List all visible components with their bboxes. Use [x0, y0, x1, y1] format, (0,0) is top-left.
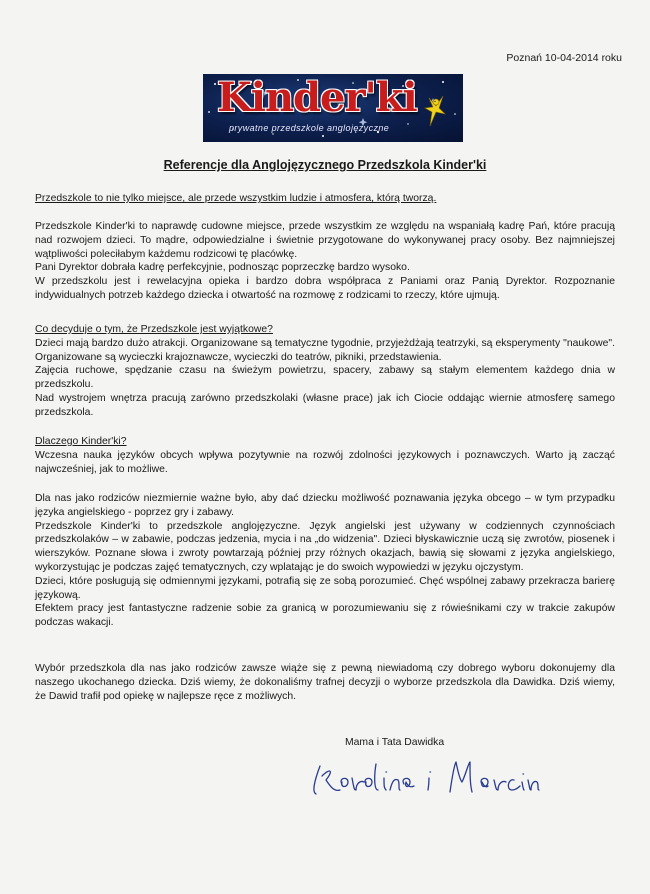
paragraph: Nad wystrojem wnętrza pracują zarówno przedszkolaki (własne prace) jak ich Ciocie oddając wiernie atmosferę samego przedszkola.	[35, 392, 615, 418]
paragraph: Przedszkole Kinder'ki to przedszkole anglojęzyczne. Język angielski jest używany w codziennych czynnościach przedszkolaków – w zabawie, podczas jedzenia, mycia i na „do widzenia". Dzieci błyskawicznie uczą się zwrotów, piosenek i wierszyków. Poznane słowa i zwroty powtarzają później przy różnych okazjach, bawią się słowami z języka angielskiego, wykorzystując je podczas zajęć tematycznych, czy wplatając je do swoich wypowiedzi w języku ojczystym.	[35, 520, 615, 573]
letter-title: Referencje dla Anglojęzycznego Przedszkola Kinder'ki	[163, 158, 487, 172]
paragraph: Wczesna nauka języków obcych wpływa pozytywnie na rozwój zdolności językowych i poznawczych. Warto ją zacząć najwcześniej, jak to możliwe.	[35, 449, 615, 475]
logo-tagline: prywatne przedszkole anglojęzyczne	[229, 123, 390, 133]
paragraph: W przedszkolu jest i rewelacyjna opieka i bardzo dobra współpraca z Paniami oraz Panią Dyrektor. Rozpoznanie indywidualnych potrzeb każdego dziecka i otwartość na rozmowę z rodzicami to rzeczy, które ujmują.	[35, 276, 615, 301]
section-heading: Co decyduje o tym, że Przedszkole jest wyjątkowe?	[35, 324, 273, 335]
paragraph: Pani Dyrektor dobrała kadrę perfekcyjnie, podnosząc poprzeczkę bardzo wysoko.	[35, 262, 410, 274]
paragraph-group-4	[35, 492, 615, 630]
section-heading: Dlaczego Kinder'ki?	[35, 436, 127, 447]
paragraph: Wybór przedszkola dla nas jako rodziców zawsze wiąże się z pewną niewiadomą czy dobrego wyboru dokonujemy dla naszego ukochanego dziecka. Dziś wiemy, że dokonaliśmy trafnej decyzji o wyborze przedszkola dla Dawidka. Dziś wiemy, że Dawid trafił pod opiekę w najlepsze ręce z możliwych.	[35, 663, 615, 702]
logo-banner	[203, 74, 463, 142]
paragraph: Dzieci mają bardzo dużo atrakcji. Organizowane są tematyczne tygodnie, przyjeżdżają teatrzyki, są eksperymenty "naukowe". Organizowane są wycieczki krajoznawcze, wycieczki do teatrów, pikniki, przedstawienia.	[35, 337, 615, 363]
paragraph: Dla nas jako rodziców niezmiernie ważne było, aby dać dziecku możliwość poznawania języka obcego – w tym przypadku języka angielskiego - poprzez gry i zabawy.	[35, 493, 615, 518]
date-line: Poznań 10-04-2014 roku	[506, 52, 622, 64]
section-what-makes-unique	[35, 323, 615, 420]
closing-line: Mama i Tata Dawidka	[345, 737, 445, 748]
paragraph-group-5	[35, 662, 615, 703]
paragraph: Przedszkole Kinder'ki to naprawdę cudowne miejsce, przede wszystkim ze względu na wspaniałą kadrę Pań, które pracują nad rozwojem dzieci. To mądre, odpowiedzialne i świetnie przygotowane do wykonywanej pracy osoby. Bez najmniejszej wątpliwości poleciłabym każdemu rodzicowi tę placówkę.	[35, 221, 615, 260]
brand-logo-text: Kinder'ki	[217, 74, 417, 121]
intro-sentence: Przedszkole to nie tylko miejsce, ale przede wszystkim ludzie i atmosfera, którą tworzą.	[35, 193, 437, 204]
section-why-kinderki	[35, 435, 615, 476]
mascot-icon	[421, 92, 451, 132]
paragraph: Efektem pracy jest fantastyczne radzenie sobie za granicą w porozumiewaniu się z rówieśnikami czy w trakcie zakupów podczas wakacji.	[35, 603, 615, 629]
intro-block	[35, 192, 615, 206]
handwritten-signature	[300, 752, 540, 802]
paragraph-group-1	[35, 220, 615, 303]
paragraph: Dzieci, które posługują się odmiennymi językami, potrafią się ze sobą porozumieć. Chęć wspólnej zabawy przekracza barierę językową.	[35, 575, 615, 601]
paragraph: Zajęcia ruchowe, spędzanie czasu na świeżym powietrzu, spacery, zabawy są stałym elementem każdego dnia w przedszkolu.	[35, 365, 615, 391]
